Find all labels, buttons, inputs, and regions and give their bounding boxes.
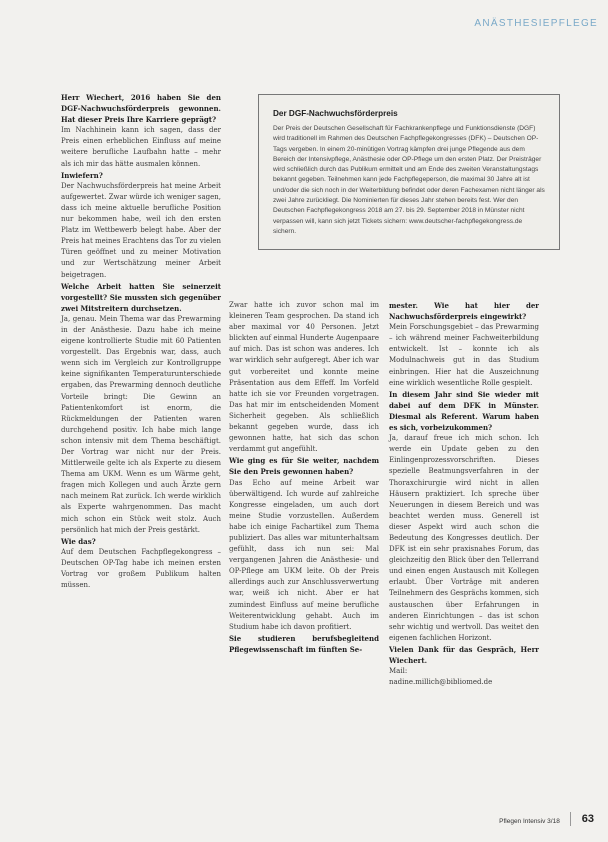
- interview-question: Vielen Dank für das Gespräch, Herr Wiechert.: [389, 644, 539, 665]
- interview-question: Inwiefern?: [61, 170, 103, 180]
- info-box-title: Der DGF-Nachwuchsförderpreis: [273, 109, 398, 118]
- footer-divider: [570, 812, 571, 826]
- interview-answer: Das Echo auf meine Arbeit war überwältigend. Ich wurde auf zahlreiche Kongresse eingeladen, um auch dort meine Studie vorzustellen. Außerdem habe ich einige Fachartikel zum Thema publiziert. Das alles war mitunterhaltsam gefühlt, dass ich nun sei: Mal vergangenen Jahren die Anästhesie- und OP-Pflege am UKM leite. Ob der Preis allerdings auch zur Anschlussverwertung war, weiß ich nicht. Aber er hat zumindest Einfluss auf meine berufliche Weiterentwicklung gehabt. Auch im Studium habe ich davon profitiert.: [229, 478, 379, 631]
- interview-question: Wie ging es für Sie weiter, nachdem Sie den Preis gewonnen haben?: [229, 456, 379, 477]
- page-footer: [499, 810, 594, 828]
- interview-answer: Der Nachwuchsförderpreis hat meine Arbeit aufgewertet. Zwar würde ich weniger sagen, dass ich meine aktuelle berufliche Position nur bekommen habe, weil ich den ersten Platz im Wettbewerb belegt habe. Aber der Preis hat meines Erachtens das Tor zu vielen Türen geöffnet und zu meiner Motivation und zur Wertschätzung meiner Arbeit beigetragen.: [61, 181, 221, 279]
- interview-answer: Mail:: [389, 667, 408, 676]
- interview-question: Herr Wiechert, 2016 haben Sie den DGF-Nachwuchsförderpreis gewonnen. Hat dieser Preis Ihre Karriere geprägt?: [61, 93, 221, 125]
- interview-answer: nadine.millich@bibliomed.de: [389, 678, 493, 687]
- section-header: ANÄSTHESIEPFLEGE: [474, 18, 598, 29]
- interview-answer: Ja, darauf freue ich mich schon. Ich werde ein Update geben zu den Einlingenprozessvorschriften. Dieses spezielle Beatmungsverfahren in der Thoraxchirurgie wird nicht in allen Häusern praktiziert. Ich spreche über Neuerungen in diesem Bereich und was beachtet werden muss. Generell ist dieser Aspekt wird auch schon die Bedeutung des Kongresses deutlich. Der DFK ist ein sehr praxisnahes Forum, das gleichzeitig den Blick über den Tellerrand und einen engen Austausch mit Kollegen erlaubt. Über Vorträge mit anderen Teilnehmern des Gesprächs kommen, sich austauschen über Erfahrungen in anderen Einrichtungen – das ist schon sehr wichtig und wertvoll. Das weitet den eigenen fachlichen Horizont.: [389, 434, 539, 642]
- interview-answer: Zwar hatte ich zuvor schon mal im kleineren Team gesprochen. Da stand ich aber maximal vor 40 Personen. Jetzt blickten auf einmal Hunderte Augenpaare auf mich. Das ist schon was anderes. Ich war wirklich sehr aufgeregt. Aber ich war gut vorbereitet und konnte meine Präsentation aus dem Effeff. Im Vorfeld hatte ich sie vor Freunden vorgetragen. Das hat mir im entscheidenden Moment Sicherheit gegeben. Als schließlich bekannt gegeben wurde, dass ich gewonnen hatte, hat sich das schon verdammt gut angefühlt.: [229, 301, 379, 454]
- interview-answer: Ja, genau. Mein Thema war das Prewarming in der Anästhesie. Dazu habe ich meine eigene kontrollierte Studie mit 60 Patienten vorgestellt. Das Ergebnis war, dass, auch wenn sich im Vergleich zur Kontrollgruppe keine signifikanten Temperaturunterschiede ergaben, das Prewarming dennoch deutliche Vorteile bringt: Die Gewinn an Patientenkomfort ist enorm, die Rückmeldungen der Patienten waren durchgehend positiv. Ich habe mich lange schon intensiv mit dem Thema beschäftigt. Der Vortrag war nicht nur der Preis. Mittlerweile gelte ich als Experte zu diesem Thema am UKM. Wenn es um Wärme geht, fragen mich Kollegen und auch Ärzte gern nach meinem Rat zurück. Ich werde wirklich als Experte wahrgenommen. Das macht mich schon ein Stück weit stolz. Auch persönlich hat mich der Preis gestärkt.: [61, 314, 221, 534]
- page-number: 63: [581, 812, 594, 825]
- interview-answer: Im Nachhinein kann ich sagen, dass der Preis einen erheblichen Einfluss auf meine weitere berufliche Laufbahn hatte – mehr als ich mir das hätte ausmalen können.: [61, 126, 221, 168]
- journal-name: Pflegen Intensiv 3/18: [499, 818, 560, 825]
- interview-question: Sie studieren berufsbegleitend Pflegewissenschaft im fünften Se-: [229, 633, 379, 654]
- interview-question: Wie das?: [61, 536, 96, 546]
- article-column-1: [61, 92, 221, 591]
- info-box: [258, 94, 560, 250]
- article-column-2: [229, 300, 379, 655]
- interview-question: In diesem Jahr sind Sie wieder mit dabei auf dem DFK in Münster. Diesmal als Referent. Warum haben es sich, vorbeizukommen?: [389, 389, 539, 433]
- info-box-text: Der Preis der Deutschen Gesellschaft für Fachkrankenpflege und Funktionsdienste (DGF) wird traditionell im Rahmen des Deutschen Fachpflegekongresses (DFK) – Deutschen OP-Tags vergeben. In einem 20-minütigen Vortrag kämpfen drei junge Pflegende aus dem Bereich der Intensivpflege, Anästhesie oder OP-Pflege um den ersten Platz. Der Preisträger wird schließlich durch das Publikum ermittelt und am Ende des zweiten Veranstaltungstags bekannt gegeben. Teilnehmen kann jede Fachpflegeperson, die maximal 30 Jahre alt ist und/oder die sich noch in der Weiterbildung befindet oder deren Fachexamen nicht länger als zwei Jahre zurückliegt. Die Nominierten für dieses Jahr stehen bereits fest. Wer den Deutschen Fachpflegekongress 2018 am 27. bis 29. September 2018 in Münster nicht verpassen will, kann sich jetzt Tickets sichern: www.deutscher-fachpflegekongress.de sichern.: [273, 125, 545, 235]
- interview-question: Welche Arbeit hatten Sie seinerzeit vorgestellt? Sie mussten sich gegenüber zwei Mitstreitern durchsetzen.: [61, 281, 221, 313]
- interview-answer: Auf dem Deutschen Fachpflegekongress – Deutschen OP-Tag habe ich meinen ersten Vortrag vor großem Publikum halten müssen.: [61, 547, 221, 590]
- interview-question: mester. Wie hat hier der Nachwuchsförderpreis eingewirkt?: [389, 301, 539, 322]
- article-column-3: [389, 300, 539, 688]
- interview-answer: Mein Forschungsgebiet – das Prewarming – ich während meiner Fachweiterbildung entwickelt. Ist – konnte ich als Modulnachweis gut in das Studium einbringen. Hier hat die Auszeichnung eine wirklich wesentliche Rolle gespielt.: [389, 323, 539, 387]
